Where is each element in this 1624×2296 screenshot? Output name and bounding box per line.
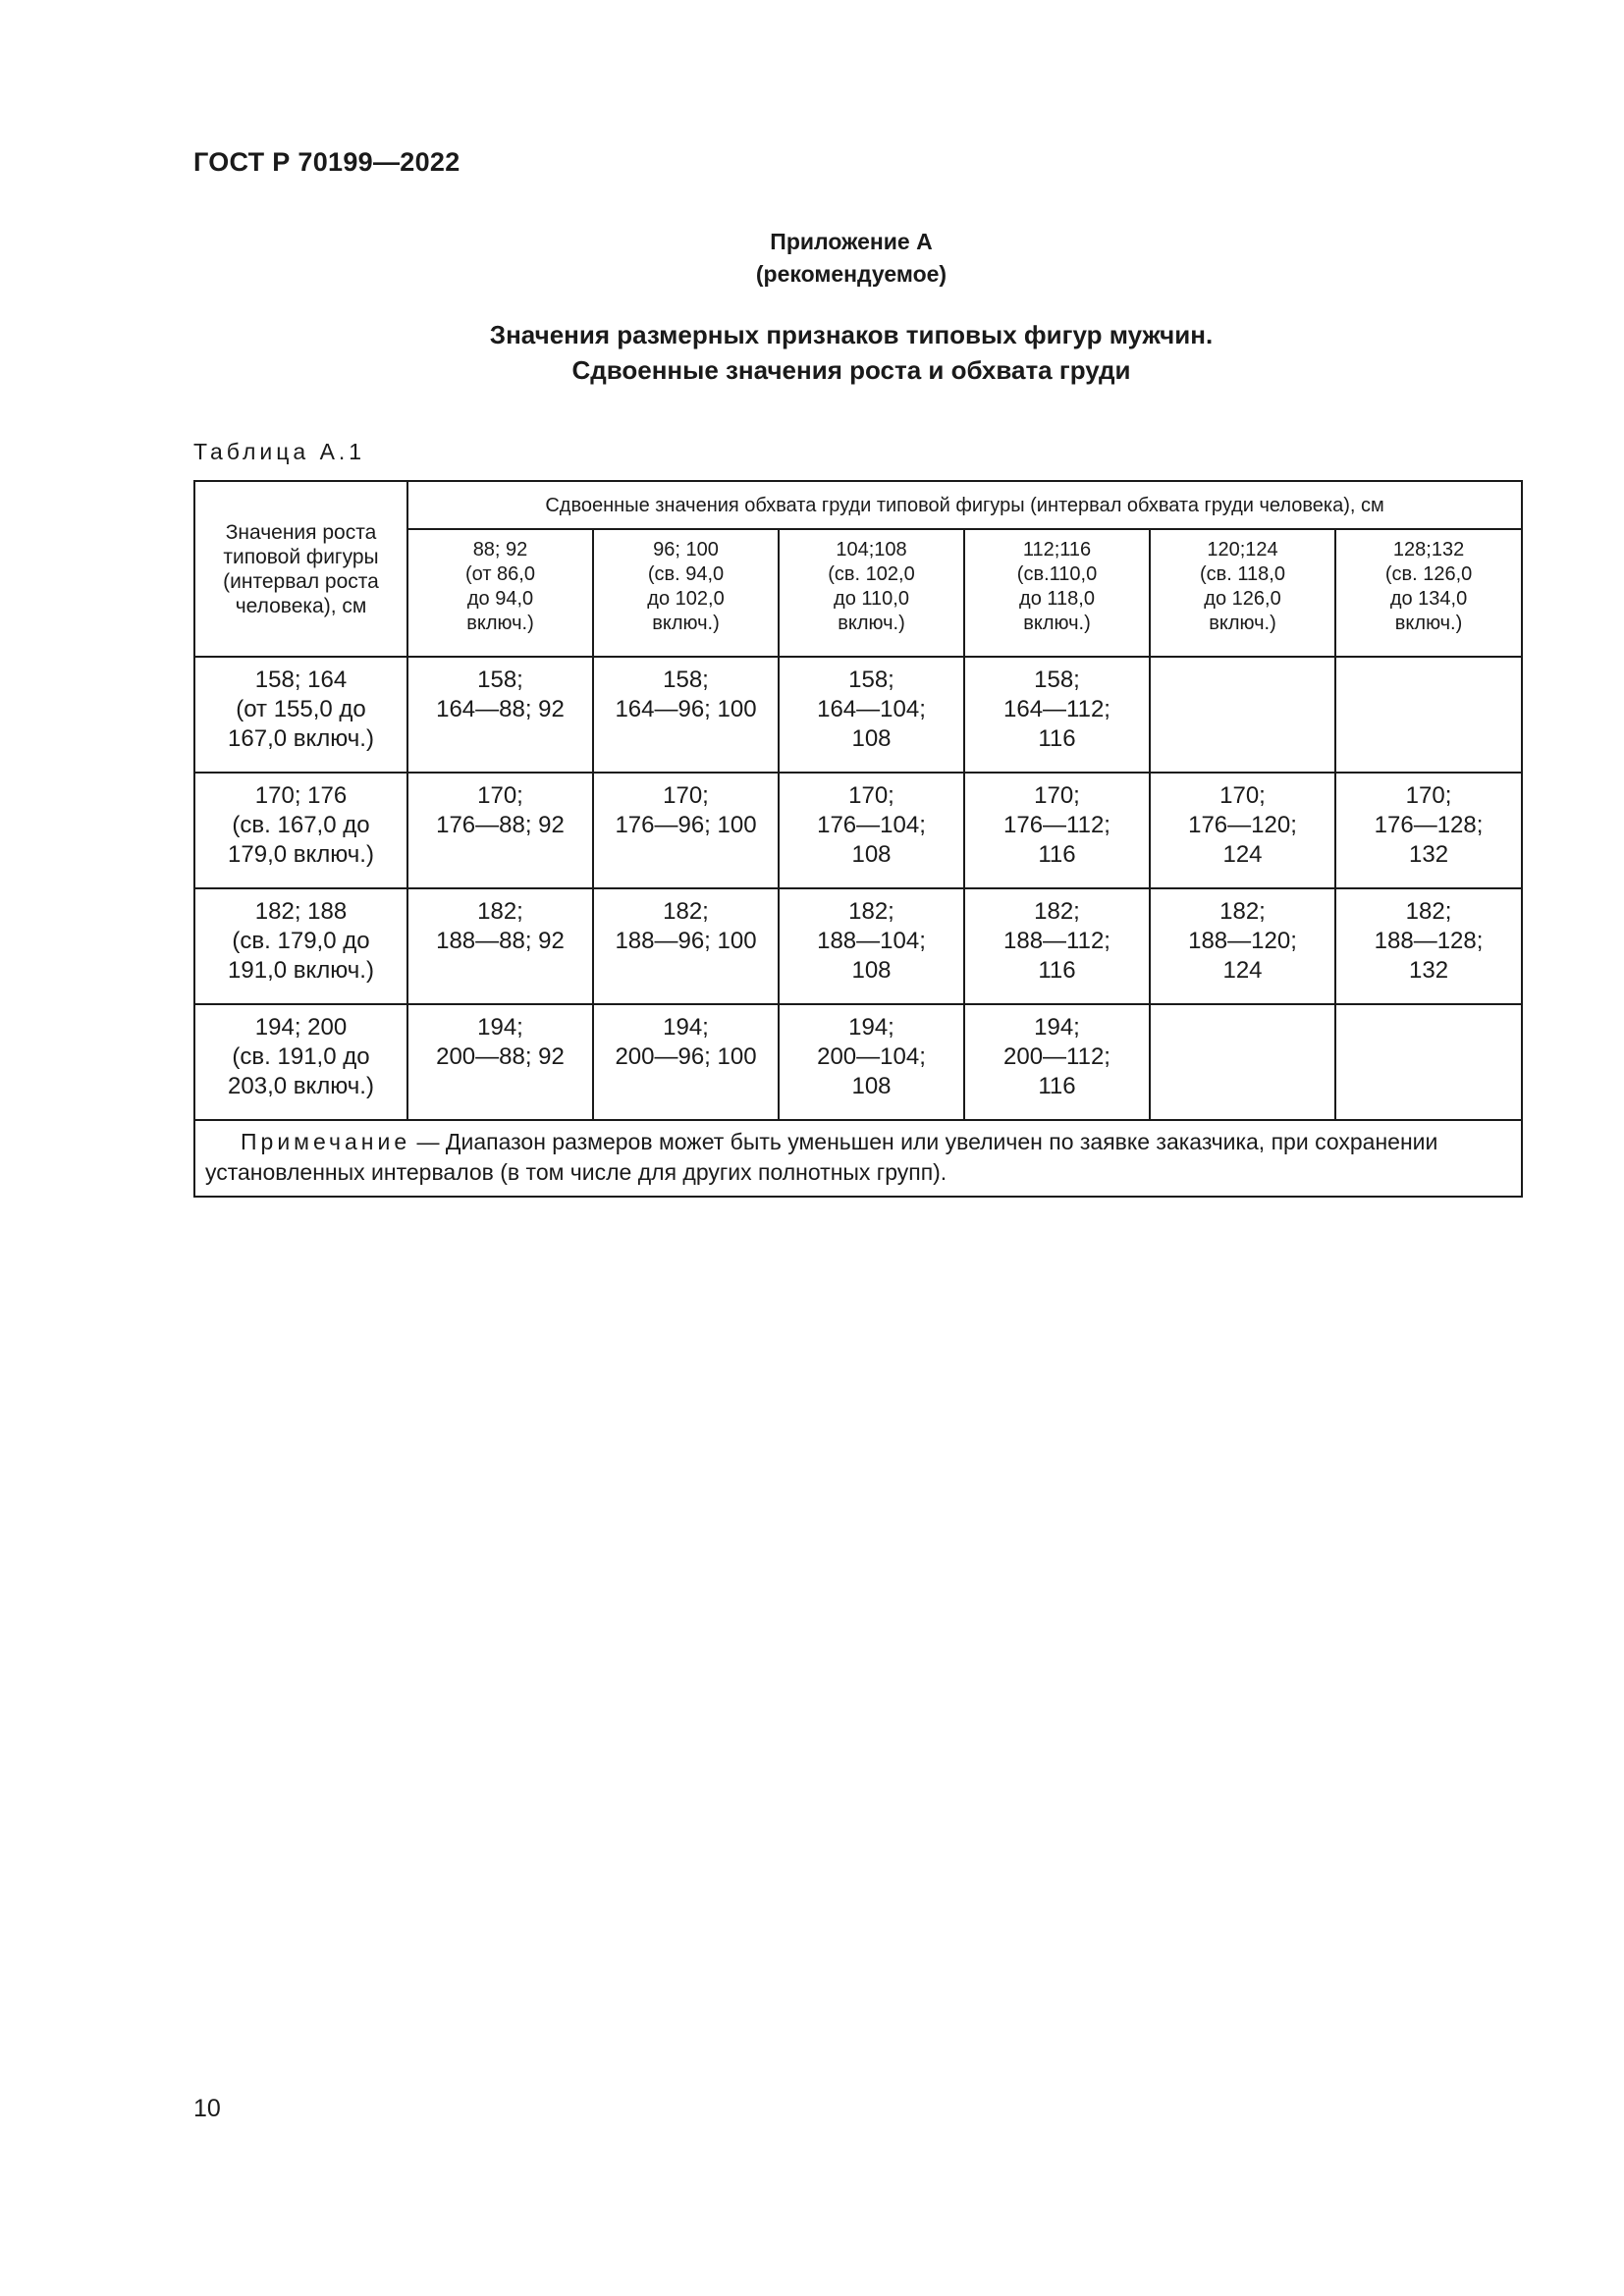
column-header-line: до 126,0: [1204, 588, 1281, 610]
row-label-line: (св. 191,0 до: [232, 1043, 370, 1070]
column-header-line: включ.): [1023, 613, 1091, 634]
size-cell-line: 164—112;: [1003, 696, 1110, 722]
column-header-line: включ.): [652, 613, 720, 634]
row-label-line: 191,0 включ.): [228, 957, 374, 984]
row-header-line: (интервал роста: [223, 569, 379, 593]
row-header-line: человека), см: [235, 594, 367, 617]
column-header-line: (св. 118,0: [1200, 563, 1285, 585]
size-cell-line: 132: [1409, 957, 1449, 984]
column-header-line: 96; 100: [653, 539, 719, 561]
size-cell-line: 188—120;: [1188, 928, 1297, 954]
column-header-line: (св. 126,0: [1384, 563, 1473, 585]
size-cell-line: 170;: [1405, 782, 1452, 809]
column-header-chest-3: [779, 529, 964, 657]
size-cell: [1335, 888, 1522, 1004]
column-header-chest-6: [1335, 529, 1522, 657]
size-cell-line: 108: [851, 841, 892, 868]
size-cell-line: 188—88; 92: [436, 928, 565, 954]
row-header-line: типовой фигуры: [223, 545, 379, 568]
size-cell: [964, 1004, 1150, 1120]
row-label-height: [194, 773, 407, 888]
size-cell: [1335, 773, 1522, 888]
column-header-line: до 94,0: [466, 588, 534, 610]
size-cell: [407, 773, 593, 888]
size-cell-line: 158;: [477, 667, 523, 693]
size-cell-line: 176—88; 92: [436, 812, 565, 838]
size-cell-line: 170;: [848, 782, 894, 809]
size-cell-line: 164—88; 92: [436, 696, 565, 722]
row-label-line: 170; 176: [254, 782, 348, 809]
appendix-status: (рекомендуемое): [755, 261, 947, 287]
size-cell-line: 170;: [663, 782, 709, 809]
size-cell: [593, 888, 779, 1004]
size-cell: [964, 888, 1150, 1004]
size-cell: [779, 1004, 964, 1120]
size-cell-line: 116: [1038, 1073, 1076, 1099]
note-label: Примечание: [241, 1129, 411, 1154]
size-cell-line: 170;: [1034, 782, 1080, 809]
table-caption: Таблица А.1: [193, 439, 366, 464]
size-cell-line: 176—120;: [1188, 812, 1297, 838]
title-line-1: Значения размерных признаков типовых фигур мужчин.: [489, 320, 1214, 349]
size-cell-line: 194;: [663, 1014, 709, 1041]
size-cell-line: 176—128;: [1374, 812, 1484, 838]
size-cell-line: 158;: [1034, 667, 1080, 693]
row-label-line: 203,0 включ.): [228, 1073, 374, 1099]
size-cell: [593, 1004, 779, 1120]
size-cell-line: 116: [1038, 725, 1076, 752]
note-row: [194, 1120, 1522, 1197]
row-label-line: 167,0 включ.): [228, 725, 374, 752]
empty-cell: [1150, 1004, 1335, 1120]
size-cell-line: 200—104;: [817, 1043, 926, 1070]
column-header-line: 112;116: [1022, 539, 1092, 561]
size-cell-line: 170;: [1219, 782, 1266, 809]
column-header-chest-2: [593, 529, 779, 657]
table-row: [194, 773, 1522, 888]
size-cell-line: 188—104;: [817, 928, 926, 954]
size-cell-line: 182;: [1034, 898, 1080, 925]
row-label-height: [194, 657, 407, 773]
size-cell-line: 194;: [848, 1014, 894, 1041]
row-label-line: (св. 179,0 до: [232, 928, 370, 954]
size-cell-line: 194;: [477, 1014, 523, 1041]
column-header-line: включ.): [466, 613, 534, 634]
column-header-line: 128;132: [1392, 539, 1465, 561]
size-cell: [779, 657, 964, 773]
document-code: ГОСТ Р 70199—2022: [193, 147, 460, 177]
row-label-height: [194, 1004, 407, 1120]
size-cell-line: 200—96; 100: [615, 1043, 757, 1070]
column-header-line: до 102,0: [647, 588, 725, 610]
size-cell-line: 164—104;: [817, 696, 926, 722]
size-cell: [407, 1004, 593, 1120]
appendix-label: Приложение А: [770, 229, 933, 254]
size-cell-line: 194;: [1034, 1014, 1080, 1041]
empty-cell: [1335, 1004, 1522, 1120]
size-cell: [779, 888, 964, 1004]
size-cell-line: 108: [851, 957, 892, 984]
size-cell-line: 158;: [663, 667, 709, 693]
size-cell-line: 124: [1222, 957, 1263, 984]
size-table: [193, 480, 1523, 1198]
size-cell: [964, 657, 1150, 773]
column-header-line: (св. 94,0: [647, 563, 725, 585]
table-row: [194, 1004, 1522, 1120]
size-cell: [779, 773, 964, 888]
size-cell-line: 124: [1222, 841, 1263, 868]
column-header-chest-1: [407, 529, 593, 657]
row-label-line: 182; 188: [254, 898, 348, 925]
column-header-line: включ.): [838, 613, 905, 634]
size-cell-line: 182;: [663, 898, 709, 925]
row-label-line: (от 155,0 до: [236, 696, 366, 722]
column-header-chest-4: [964, 529, 1150, 657]
size-cell-line: 176—112;: [1003, 812, 1110, 838]
size-cell: [593, 773, 779, 888]
column-header-line: 104;108: [836, 539, 907, 561]
row-label-line: (св. 167,0 до: [232, 812, 370, 838]
size-cell-line: 182;: [848, 898, 894, 925]
size-cell-line: 182;: [1219, 898, 1266, 925]
size-cell-line: 188—96; 100: [615, 928, 757, 954]
size-cell: [1150, 773, 1335, 888]
size-cell-line: 132: [1409, 841, 1449, 868]
group-header-cell: Сдвоенные значения обхвата груди типовой фигуры (интервал обхвата груди человека), см: [407, 481, 1522, 529]
size-cell-line: 188—128;: [1374, 928, 1484, 954]
size-cell-line: 108: [851, 725, 892, 752]
size-cell-line: 176—96; 100: [615, 812, 757, 838]
size-cell-line: 170;: [477, 782, 523, 809]
row-label-line: 179,0 включ.): [228, 841, 374, 868]
row-header-line: Значения роста: [225, 520, 377, 544]
column-header-line: до 110,0: [834, 588, 909, 610]
size-cell: [407, 657, 593, 773]
page-number: 10: [193, 2095, 221, 2122]
column-header-chest-5: [1150, 529, 1335, 657]
row-label-line: 194; 200: [254, 1014, 348, 1041]
table-row: [194, 888, 1522, 1004]
row-label-line: 158; 164: [254, 667, 348, 693]
title-line-2: Сдвоенные значения роста и обхвата груди: [571, 355, 1131, 385]
empty-cell: [1150, 657, 1335, 773]
size-cell: [407, 888, 593, 1004]
size-cell: [964, 773, 1150, 888]
column-header-line: 120;124: [1207, 539, 1278, 561]
size-cell-line: 116: [1038, 957, 1076, 984]
row-header-cell: [194, 481, 407, 657]
column-header-line: 88; 92: [472, 539, 528, 561]
size-cell-line: 182;: [1405, 898, 1452, 925]
size-cell-line: 116: [1038, 841, 1076, 868]
size-cell: [593, 657, 779, 773]
size-cell-line: 200—112;: [1003, 1043, 1110, 1070]
size-cell-line: 164—96; 100: [615, 696, 757, 722]
column-header-line: (от 86,0: [465, 563, 535, 585]
size-cell-line: 182;: [477, 898, 523, 925]
empty-cell: [1335, 657, 1522, 773]
column-header-line: до 134,0: [1389, 588, 1468, 610]
size-cell-line: 188—112;: [1003, 928, 1110, 954]
column-header-line: включ.): [1209, 613, 1276, 634]
appendix-title: [0, 317, 1624, 388]
table-row: [194, 657, 1522, 773]
column-header-line: включ.): [1394, 613, 1463, 634]
appendix-heading: [0, 226, 1624, 291]
row-label-height: [194, 888, 407, 1004]
column-header-line: до 118,0: [1019, 588, 1095, 610]
column-header-line: (св.110,0: [1016, 563, 1098, 585]
size-cell-line: 176—104;: [817, 812, 926, 838]
size-cell-line: 108: [851, 1073, 892, 1099]
column-header-line: (св. 102,0: [828, 563, 915, 585]
table-note: [194, 1120, 1522, 1197]
size-cell-line: 158;: [848, 667, 894, 693]
size-cell-line: 200—88; 92: [436, 1043, 565, 1070]
note-text: — Диапазон размеров может быть уменьшен или увеличен по заявке заказчика, при сохранении установленных интервалов (в том числе для других полнотных групп).: [205, 1129, 1438, 1185]
size-cell: [1150, 888, 1335, 1004]
